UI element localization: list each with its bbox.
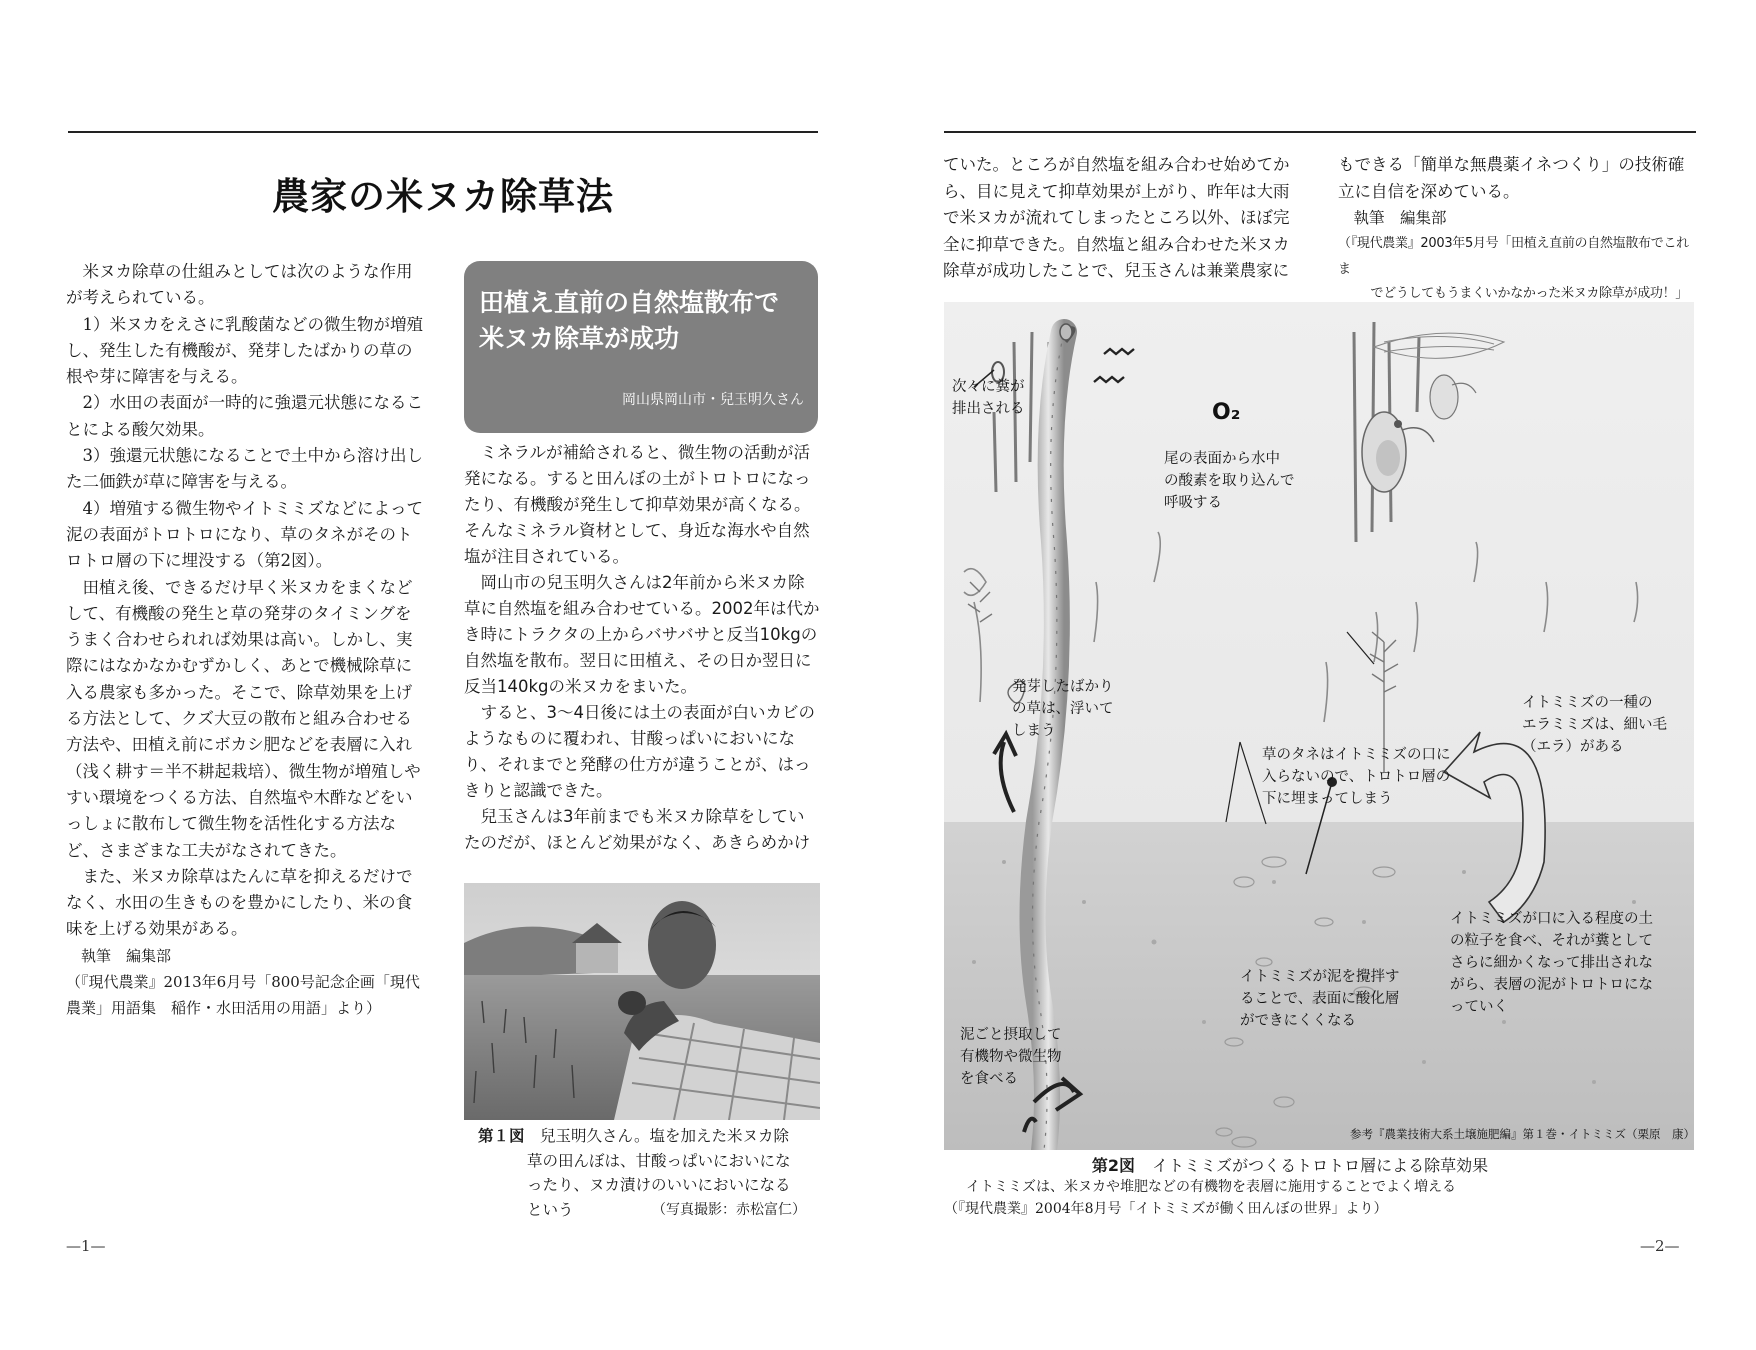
body-paragraph: また、米ヌカ除草はたんに草を抑えるだけでなく、水田の生きものを豊かにしたり、米の食味を上げる効果がある。 [66, 866, 413, 939]
caption-label: 第１図 [478, 1127, 525, 1145]
figure-label-oxygen: O₂ [1212, 400, 1241, 425]
left-top-rule [68, 131, 818, 133]
caption-text: ったり、ヌカ漬けのいいにおいになる [527, 1176, 791, 1194]
figure-label-stir: イトミミズが泥を攪拌す ることで、表面に酸化層 ができにくくなる [1240, 969, 1400, 1029]
photo-farmer-image [464, 883, 820, 1120]
body-paragraph: 4）増殖する微生物やイトミミズなどによって泥の表面がトロトロになり、草のタネがそのトロトロ層の下に埋没する（第2図）。 [66, 498, 423, 571]
body-paragraph: 1）米ヌカをえさに乳酸菌などの微生物が増殖し、発生した有機酸が、発芽したばかりの草の根や芽に障害を与える。 [66, 314, 423, 387]
page-number-right: —2— [1640, 1237, 1680, 1255]
body-paragraph: 田植え後、できるだけ早く米ヌカをまくなどして、有機酸の発生と草の発芽のタイミングをうまく合わせられれば効果は高い。しかし、実際にはなかなかむずかしく、あとで機械除草に入る農家も多かった。そこで、除草効果を上げる方法として、クズ大豆の散布と組み合わせる方法や、田植え前にボカシ肥などを表層に入れ（浅く耕す＝半不耕起栽培）、微生物が増殖しやすい環境をつくる方法、自然塩や木酢などをいっしょに散布して微生物を活性化する方法など、さまざまな工夫がなされてきた。 [66, 577, 421, 860]
caption-text: 兒玉明久さん。塩を加えた米ヌカ除 [540, 1127, 789, 1145]
figure-label-eat: 泥ごと摂取して 有機物や微生物 を食べる [960, 1027, 1062, 1087]
author-credit: 執筆 編集部 [1353, 209, 1447, 227]
body-paragraph: 米ヌカ除草の仕組みとしては次のような作用が考えられている。 [66, 262, 413, 308]
article-title-box [464, 261, 818, 433]
article-paragraph: もできる「簡単な無農薬イネつくり」の技術確立に自信を深めている。 [1338, 155, 1685, 201]
article-title-line: 田植え直前の自然塩散布で [479, 288, 780, 317]
figure-reference: 参考『農業技術大系土壌施肥編』第１巻・イトミミズ（栗原 康） [1350, 1127, 1695, 1141]
figure-caption-source: （『現代農業』2004年8月号「イトミミズが働く田んぼの世界」より） [944, 1201, 1388, 1217]
figure-label-feces: 次々に糞が 排出される [952, 379, 1025, 417]
right-text-column-2 [1338, 152, 1698, 327]
photo-credit: （写真撮影：赤松富仁） [652, 1201, 806, 1218]
right-top-rule [944, 131, 1696, 133]
author-credit: 執筆 編集部 [81, 946, 172, 965]
figure-label-float: 発芽したばかり の草は、浮いて しまう [1012, 679, 1114, 739]
figure-label-particles: イトミミズが口に入る程度の土 の粒子を食べ、それが糞として さらに細かくなって排出されな がら、表層の泥がトロトロにな っていく [1450, 911, 1653, 1015]
figure-label-seeds: 草のタネはイトミミズの口に 入らないので、トロトロ層の 下に埋まってしまう [1262, 747, 1451, 807]
figure-caption-title: イトミミズがつくるトロトロ層による除草効果 [1152, 1156, 1489, 1175]
figure-label-breathing: 尾の表面から水中 の酸素を取り込んで 呼吸する [1164, 451, 1295, 511]
body-paragraph: 3）強還元状態になることで土中から溶け出した二価鉄が草に障害を与える。 [66, 446, 423, 492]
article-person: 岡山県岡山市・兒玉明久さん [622, 392, 804, 408]
source-citation: （『現代農業』2003年5月号「田植え直前の自然塩散布でこれま [1338, 236, 1689, 277]
figure-caption [944, 1153, 1696, 1220]
right-text-column-1: ていた。ところが自然塩を組み合わせ始めてから、目に見えて抑草効果が上がり、昨年は大雨で米ヌカが流れてしまったところ以外、ほぼ完全に抑草できた。自然塩と組み合わせた米ヌカ除草が成功したことで、兒玉さんは兼業農家に [943, 155, 1290, 280]
article-paragraph: すると、3～4日後には土の表面が白いカビのようなものに覆われ、甘酸っぱいにおいになり、それまでと発酵の仕方が違うことが、はっきりと認識できた。 [464, 703, 815, 800]
article-paragraph: ミネラルが補給されると、微生物の活動が活発になる。すると田んぼの土がトロトロになったり、有機酸が発生して抑草効果が高くなる。そんなミネラル資材として、身近な海水や自然塩が注目されている。 [464, 443, 811, 566]
source-citation: （『現代農業』2013年6月号「800号記念企画「現代 [66, 972, 420, 991]
page-title: 農家の米ヌカ除草法 [272, 175, 614, 218]
body-paragraph: 2）水田の表面が一時的に強還元状態になることによる酸欠効果。 [66, 393, 423, 439]
figure-caption-label: 第2図 [1091, 1156, 1136, 1175]
figure-label-gill: イトミミズの一種の エラミミズは、細い毛 （エラ）がある [1522, 695, 1667, 755]
article-paragraph: 岡山市の兒玉明久さんは2年前から米ヌカ除草に自然塩を組み合わせている。2002年は代かき時にトラクタの上からバサバサと反当10kgの自然塩を散布。翌日に田植え、その日か翌日に反当140kgの米ヌカをまいた。 [464, 573, 820, 696]
article-column [464, 440, 820, 856]
page-number-left: —1— [66, 1237, 106, 1255]
source-citation: 農業」用語集 稲作・水田活用の用語」より） [66, 998, 382, 1017]
photo-caption [478, 1124, 818, 1222]
source-citation: でどうしてもうまくいかなかった米ヌカ除草が成功！」 [1370, 286, 1689, 301]
caption-text: という [527, 1200, 574, 1219]
caption-text: 草の田んぼは、甘酸っぱいにおいにな [527, 1151, 791, 1170]
article-paragraph: 兒玉さんは3年前までも米ヌカ除草をしていたのだが、ほとんど効果がなく、あきらめかけ [464, 807, 811, 852]
article-title-line: 米ヌカ除草が成功 [479, 324, 680, 353]
left-body-column [66, 259, 423, 1021]
figure-caption-text: イトミミズは、米ヌカや堆肥などの有機物を表層に施用することでよく増える [966, 1179, 1456, 1195]
